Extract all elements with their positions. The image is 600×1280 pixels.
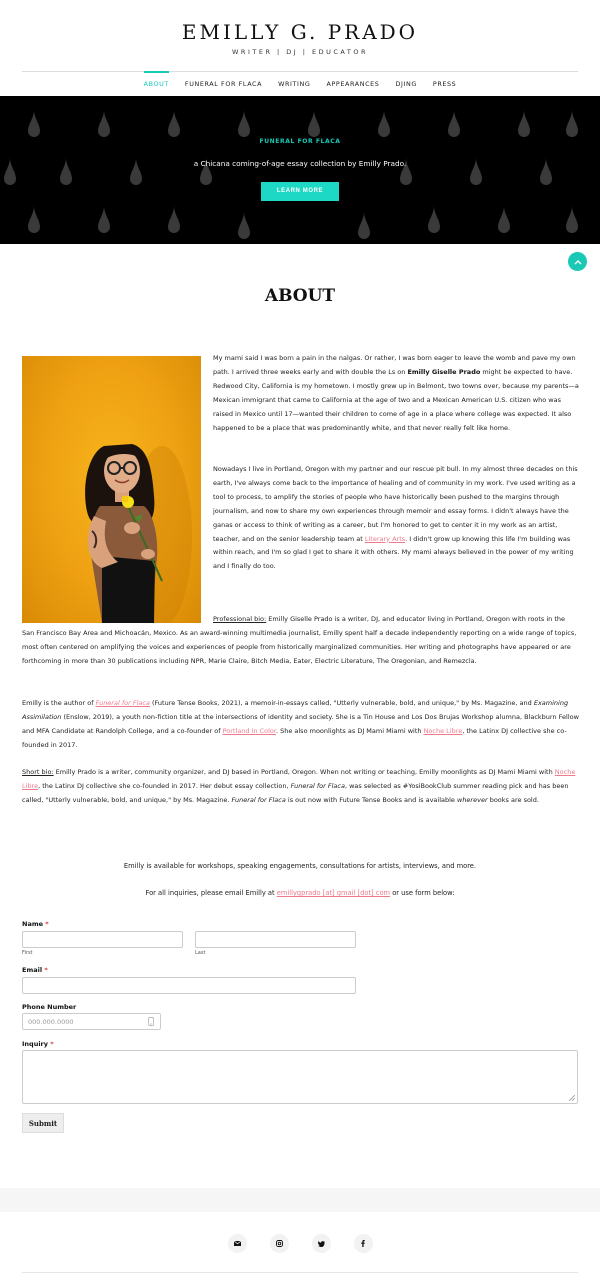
- email-label: [22, 966, 48, 974]
- last-name-input[interactable]: [195, 931, 356, 948]
- bio-text: is out now with Future Tense Books and is available: [285, 795, 457, 804]
- inquiry-textarea[interactable]: [22, 1050, 578, 1104]
- nav-press[interactable]: PRESS: [432, 79, 457, 88]
- phone-label: Phone Number: [22, 1003, 77, 1011]
- last-sublabel: Last: [195, 950, 206, 956]
- book-title: Funeral for Flaca: [231, 795, 286, 804]
- author-name: Emilly Giselle Prado: [407, 367, 481, 376]
- nav-writing[interactable]: WRITING: [278, 79, 311, 88]
- short-bio: [22, 766, 579, 808]
- submit-button[interactable]: Submit: [22, 1113, 64, 1133]
- portrait-illustration: [22, 356, 201, 623]
- envelope-icon: [234, 1241, 241, 1246]
- bio-text: Emilly Giselle Prado is a writer, DJ, and educator living in Portland, Oregon with roots in the San Francisco Bay Area and Michoacán, Mexico. As an award-winning multimedia journalist, Emilly spent half a decade independently reporting on a wide range of topics, most often centered on amplifying the voices and experiences of people from historically marginalized communities. Her writing and photographs have appeared or are forthcoming in more than 30 publications including NPR, Marie Claire, Bitch Media, Eater, Electric Literature, The Oregonian, and Remezcla.: [22, 615, 577, 665]
- first-sublabel: First: [22, 950, 33, 956]
- professional-bio-label: Professional bio:: [213, 615, 267, 623]
- phone-icon: [148, 1017, 154, 1026]
- phone-placeholder: 000.000.0000: [28, 1017, 74, 1026]
- literary-arts-link[interactable]: Literary Arts: [364, 534, 406, 543]
- bio-text: (Enslow, 2019), a youth non-fiction title at the intersections of identity and society. She is a Tin House and Los Dos Brujas Workshop alumna, Blackburn Fellow and MFA Candidate at Randolph College, and a co-founder of: [22, 712, 579, 735]
- inquiry-label-text: Inquiry: [22, 1040, 48, 1048]
- email-link[interactable]: emillygprado [at] gmail [dot] com: [276, 889, 391, 897]
- facebook-social-button[interactable]: [354, 1234, 373, 1253]
- first-name-input[interactable]: [22, 931, 183, 948]
- bio-text: , the Latinx DJ collective she co-founded in 2017.: [22, 726, 567, 749]
- scroll-to-top-button[interactable]: [568, 252, 587, 271]
- name-label-text: Name: [22, 920, 44, 928]
- inquiries-text-start: For all inquiries, please email Emilly at: [145, 889, 277, 897]
- bio-text: . She also moonlights as DJ Mami Miami with: [275, 726, 424, 735]
- banner-heading: FUNERAL FOR FLACA: [259, 138, 341, 145]
- learn-more-button[interactable]: LEARN MORE: [261, 182, 339, 201]
- instagram-icon: [276, 1240, 283, 1247]
- nav-djing[interactable]: DJING: [395, 79, 417, 88]
- social-links: [0, 1234, 600, 1253]
- book-title: Examining Assimilation: [22, 699, 569, 721]
- noche-libre-link[interactable]: Noche Libre: [423, 726, 463, 735]
- bio-text: My mami said I was born a pain in the nalgas. Or rather, I was born eager to leave the womb and pave my own path. I arrived three weeks early and with double the Ls on: [213, 354, 576, 376]
- availability-text: Emilly is available for workshops, speaking engagements, consultations for artists, interviews, and more.: [123, 862, 477, 870]
- inquiries-text: [0, 889, 600, 897]
- bio-text: (Future Tense Books, 2021), a memoir-in-essays called, "Utterly vulnerable, bold, and unique," by Ms. Magazine, and: [149, 699, 534, 707]
- name-label: [22, 920, 49, 928]
- funeral-for-flaca-link[interactable]: Funeral for Flaca: [95, 699, 150, 707]
- short-bio-label: Short bio:: [22, 768, 54, 776]
- chevron-up-icon: [574, 259, 582, 265]
- phone-input[interactable]: [22, 1013, 161, 1030]
- required-mark: *: [44, 966, 48, 974]
- resize-handle-icon[interactable]: [569, 1095, 575, 1101]
- bio-text: . I didn't grow up knowing this life I'm building was within reach, and I'm so glad I get to share it with others. My mami always believed in the power of my writing and I finally do too.: [213, 534, 574, 571]
- inquiries-text-end: or use form below:: [390, 889, 455, 897]
- required-mark: *: [45, 920, 49, 928]
- site-title[interactable]: EMILLY G. PRADO: [181, 20, 419, 44]
- bio-text: Emilly is the author of: [22, 699, 96, 707]
- noche-libre-link-2[interactable]: Noche Libre: [22, 768, 576, 790]
- twitter-social-button[interactable]: [312, 1234, 331, 1253]
- nav-appearances[interactable]: APPEARANCES: [326, 79, 380, 88]
- emphasis-text: wherever: [457, 795, 488, 804]
- site-tagline: WRITER | DJ | EDUCATOR: [232, 48, 368, 56]
- page-title: ABOUT: [264, 286, 336, 306]
- professional-bio: [22, 613, 579, 669]
- footer-divider: [22, 1272, 578, 1273]
- nav-funeral-for-flaca[interactable]: FUNERAL FOR FLACA: [184, 79, 263, 88]
- email-label-text: Email: [22, 966, 43, 974]
- footer-band: [0, 1188, 600, 1212]
- bio-text: Emilly Prado is a writer, community organizer, and DJ based in Portland, Oregon. When not writing or teaching, Emilly moonlights as DJ Mami Miami with: [53, 768, 555, 776]
- email-input[interactable]: [22, 977, 356, 994]
- banner-content: [0, 96, 600, 201]
- main-nav: [22, 71, 578, 95]
- banner-text: a Chicana coming-of-age essay collection by Emilly Prado.: [193, 159, 407, 168]
- nav-about[interactable]: ABOUT: [136, 72, 177, 96]
- facebook-icon: [361, 1240, 365, 1247]
- promo-banner: [0, 96, 600, 244]
- required-mark: *: [50, 1040, 54, 1048]
- author-photo: [22, 356, 201, 623]
- bio-text: , was selected as #YosiBookClub summer reading pick and has been called, "Utterly vulnerable, bold, and unique," by Ms. Magazine.: [22, 781, 569, 804]
- instagram-social-button[interactable]: [270, 1234, 289, 1253]
- bio-paragraph-2: [213, 463, 579, 574]
- author-paragraph: [22, 697, 579, 753]
- portland-in-color-link[interactable]: Portland in Color: [222, 726, 276, 735]
- site-header: [0, 0, 600, 70]
- twitter-icon: [318, 1241, 325, 1247]
- bio-text: Nowadays I live in Portland, Oregon with my partner and our rescue pit bull. In my almost three decades on this earth, I've always come back to the importance of healing and of community in my work. I've used writing as a tool to process, to amplify the stories of people who have historically been pushed to the margins through journalism, and now to share my own experiences through memoir and essay forms. I didn't always have the ganas or access to think of writing as a career, but I'm honored to get to center it in my work as an artist, teacher, and on the senior leadership team at: [213, 465, 578, 543]
- book-title: Funeral for Flaca: [290, 781, 345, 790]
- inquiry-label: [22, 1040, 54, 1048]
- bio-text: , the Latinx DJ collective she co-founded in 2017. Her debut essay collection,: [38, 781, 291, 790]
- email-social-button[interactable]: [228, 1234, 247, 1253]
- bio-paragraph-1: [213, 352, 579, 435]
- bio-text: books are sold.: [487, 795, 539, 804]
- bio-text: might be expected to have. Redwood City, California is my hometown. I mostly grew up in Belmont, two towns over, because my parents—a Mexican immigrant that came to California at the age of two and a Mexican American U.S. citizen who was raised in Mexico until 17—wanted their children to come of age in a place where college was expected. It also happened to be a place that was predominantly white, and that never really felt like home.: [213, 367, 579, 432]
